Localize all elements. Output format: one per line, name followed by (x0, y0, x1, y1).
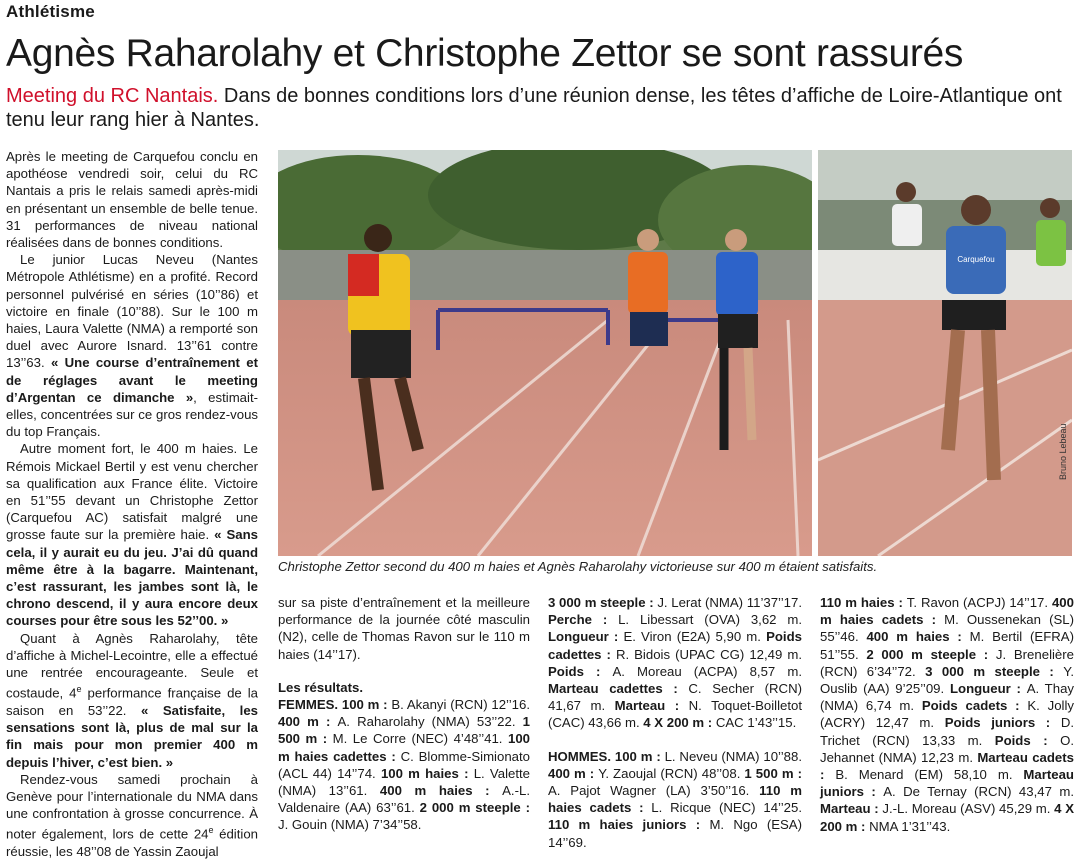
result-event: 400 m : (278, 714, 338, 730)
paragraph-text: Le junior Lucas Neveu (Nantes Métropole Athlétisme) en a profité. Record personnel pulvérisé en séries (10’’86) et victoire en finale (10’’88). Sur le 100 m haies, Laura Valette (NMA) a remporté son duel avec Aurore Isnard. 13’’61 contre 13’’63. (6, 252, 258, 371)
result-value: D. Trichet (RCN) 13,33 m. (820, 715, 1075, 748)
quote-valette: « Une course d’entraînement et de réglages avant le meeting d’Argentan ce dimanche » (6, 355, 258, 405)
result-event: Longueur : (949, 681, 1027, 697)
result-event: 100 m haies cadettes : (278, 731, 530, 764)
result-event: Marteau : (614, 698, 689, 714)
result-event: 4 X 200 m : (643, 715, 716, 731)
result-value: J. Brenelière (RCN) 6’34’’72. (820, 646, 1074, 679)
result-value: A.-L. Valdenaire (AA) 63’’61. (278, 783, 530, 816)
standfirst-lead: Meeting du RC Nantais. (6, 85, 219, 107)
paragraph-400m-haies (6, 440, 258, 629)
result-event: Marteau cadets : (820, 749, 1074, 783)
result-value: N. Toquet-Boilletot (CAC) 43,66 m. (548, 698, 802, 731)
result-value: Y. Zaoujal (RCN) 48’’08. (598, 765, 745, 781)
result-value: L. Neveu (NMA) 10’’88. (664, 748, 802, 764)
result-value: A. De Ternay (RCN) 43,47 m. (883, 784, 1074, 800)
result-event: 2 000 m steeple : (419, 800, 530, 816)
result-value: O. Jehannet (NMA) 12,23 m. (820, 732, 1074, 765)
result-value: B. Akanyi (RCN) 12’’16. (391, 697, 531, 713)
headline: Agnès Raharolahy et Christophe Zettor se sont rassurés (6, 32, 964, 75)
result-value: J. Lerat (NMA) 11’37’’17. (657, 595, 802, 610)
result-event: 2 000 m steeple : (866, 646, 996, 662)
result-event: 3 000 m steeple : (925, 663, 1064, 679)
result-event: Poids : (994, 732, 1061, 748)
result-value: R. Bidois (UPAC CG) 12,49 m. (615, 646, 802, 662)
bib-text: Carquefou (957, 255, 995, 264)
paragraph-text: performance française de la saison en 53’’22. (6, 685, 259, 718)
paragraph-raharolahy (6, 630, 258, 771)
result-value: B. Menard (EM) 58,10 m. (835, 767, 1024, 783)
standfirst-text: Dans de bonnes conditions lors d’une réunion dense, les têtes d’affiche de Loire-Atlantique ont tenu leur rang hier à Nantes. (6, 85, 1062, 131)
result-value: T. Ravon (ACPJ) 14’’17. (906, 595, 1052, 610)
paragraph-geneve (6, 771, 258, 860)
result-value: J.-L. Moreau (ASV) 45,29 m. (882, 801, 1055, 817)
result-value: A. Thay (NMA) 6,74 m. (820, 681, 1074, 714)
result-event: Poids cadets : (921, 698, 1028, 714)
result-value: M. Le Corre (NEC) 4’48’’41. (332, 731, 508, 747)
results-title: Les résultats. (278, 679, 364, 695)
result-event: 110 m haies cadets : (548, 783, 802, 816)
result-event: Poids juniors : (944, 715, 1061, 731)
article-column-4 (820, 594, 1074, 835)
photo-caption: Christophe Zettor second du 400 m haies et Agnès Raharolahy victorieuse sur 400 m étaient satisfaits. (278, 559, 878, 574)
standfirst (6, 84, 1066, 132)
result-event: Poids : (548, 663, 613, 679)
result-value: K. Jolly (ACRY) 12,47 m. (820, 698, 1074, 731)
result-value: M. Ngo (ESA) 14’’69. (548, 817, 802, 850)
result-value: L. Libessart (OVA) 3,62 m. (618, 612, 802, 628)
result-event: Marteau : (820, 801, 883, 817)
result-event: 400 m haies cadets : (820, 595, 1074, 628)
result-value: Y. Ouslib (AA) 9’25’’09. (820, 663, 1074, 697)
section-rubric: Athlétisme (6, 2, 95, 21)
result-event: Marteau cadettes : (548, 681, 689, 697)
result-value: A. Raharolahy (NMA) 53’’22. (337, 714, 523, 730)
result-value: CAC 1’43’’15. (715, 715, 797, 731)
results-femmes-cont (548, 594, 802, 732)
article-column-1 (6, 148, 258, 860)
photo-raharolahy-400m (818, 150, 1072, 556)
result-value: A. Moreau (ACPA) 8,57 m. (612, 663, 802, 679)
paragraph-neveu (6, 251, 258, 440)
result-value: E. Viron (E2A) 5,90 m. (623, 629, 767, 645)
result-event: 3 000 m steeple : (548, 595, 658, 610)
photo-credit: Bruno Lebeau (1058, 423, 1068, 480)
result-event: 1 500 m : (278, 714, 530, 747)
result-event: 400 m haies : (866, 629, 970, 645)
result-event: 110 m haies juniors : (548, 817, 710, 833)
paragraph-continuation: sur sa piste d’entraînement et la meilleure performance de la journée côté masculin (N2), celle de Thomas Ravon sur le 110 m haies (14’’17). (278, 595, 530, 662)
result-event: 1 500 m : (744, 765, 802, 781)
paragraph-text: édition réussie, les 48’’08 de Yassin Zaoujal (6, 826, 258, 859)
result-event: 4 X 200 m : (820, 801, 1074, 834)
result-value: NMA 1’31’’43. (869, 818, 951, 834)
result-event: 110 m haies : (820, 595, 907, 610)
result-event: Poids cadettes : (548, 629, 802, 662)
result-event: FEMMES. 100 m : (278, 697, 392, 713)
paragraph-text: Autre moment fort, le 400 m haies. Le Rémois Mickael Bertil y est venu chercher sa qualification aux France élite. Victoire en 51’’55 devant un Christophe Zettor (Carquefou AC) satisfait malgré une grosse faute sur la première haie. (6, 441, 258, 543)
paragraph-text: Rendez-vous samedi prochain à Genève pour l’internationale du NMA dans une confrontation à grosse concurrence. À noter également, lors de cette 24 (6, 771, 258, 842)
superscript: e (76, 684, 82, 695)
result-value: M. Bertil (EFRA) 51’’55. (820, 629, 1074, 662)
result-value: J. Gouin (NMA) 7’34’’58. (278, 817, 422, 833)
paragraph-text: Quant à Agnès Raharolahy, tête d’affiche à Michel-Lecointre, elle a effectué une rentrée encourageante. Seule et costaude, 4 (6, 630, 258, 701)
result-value: L. Ricque (NEC) 14’’25. (651, 800, 802, 816)
results-hommes-cont (820, 594, 1074, 835)
result-value: C. Secher (RCN) 41,67 m. (548, 681, 802, 714)
photo-zettor-hurdles (278, 150, 812, 556)
results-femmes (278, 696, 530, 834)
paragraph-intro: Après le meeting de Carquefou conclu en apothéose vendredi soir, celui du RC Nantais a pris le relais samedi après-midi en présentant un ensemble de belle tenue. 31 performances de niveau national réalisées dans de bonnes conditions. (6, 149, 258, 251)
result-event: 400 m : (548, 765, 599, 781)
quote-zettor: « Sans cela, il y aurait eu du jeu. J’ai dû quand même être à la bagarre. Maintenant, c’est rassurant, les jambes sont là, le chrono descend, il y aura encore deux courses pour être sous les 52’’00. » (6, 527, 258, 629)
result-event: HOMMES. 100 m : (548, 748, 665, 764)
result-value: C. Blomme-Simionato (ACL 44) 14’’74. (278, 748, 530, 781)
quote-raharolahy: « Satisfaite, les sensations sont là, plus de mal sur la fin mais pour mon premier 400 m depuis l’hiver, c’est bien. » (6, 702, 258, 770)
result-event: 100 m haies : (380, 765, 474, 781)
result-value: A. Pajot Wagner (LA) 3’50’’16. (548, 783, 760, 799)
result-event: Marteau juniors : (820, 767, 1074, 800)
article-column-2 (278, 594, 530, 834)
article-column-3 (548, 594, 802, 851)
result-event: 400 m haies : (379, 783, 503, 799)
result-event: Longueur : (548, 629, 624, 645)
result-value: L. Valette (NMA) 13’’61. (278, 765, 531, 799)
paragraph-text: , estimait-elles, concentrées sur ce gros rendez-vous du top Français. (6, 389, 258, 440)
superscript: e (208, 825, 214, 836)
result-value: M. Oussenekan (SL) 55’’46. (820, 612, 1075, 645)
results-hommes (548, 748, 802, 851)
result-event: Perche : (548, 612, 619, 628)
